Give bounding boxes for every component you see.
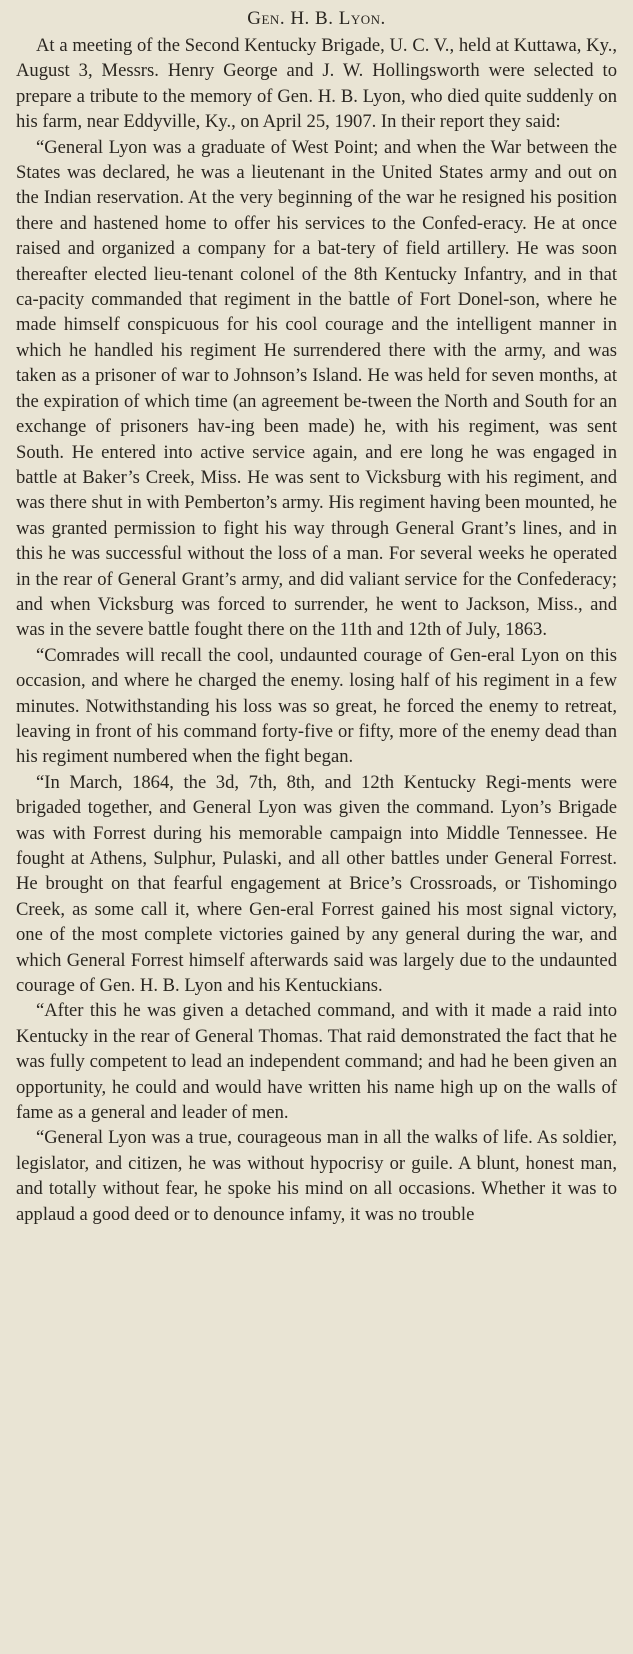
paragraph-character: “General Lyon was a true, courageous man in all the walks of life. As soldier, legislator, and citizen, he was without hypocrisy or guile. A blunt, honest man, and totally without fear, he spoke his mind on all occasions. Whether it was to applaud a good deed or to denounce infamy, it was no trouble (16, 1127, 617, 1225)
article-title: Gen. H. B. Lyon. (247, 8, 386, 29)
paragraph-kentucky-raid: “After this he was given a detached command, and with it made a raid into Kentucky in the rear of General Thomas. That raid demonstrated the fact that he was fully competent to lead an independent command; and had he been given an opportunity, he could and would have written his name high up on the walls of fame as a general and leader of men. (16, 1000, 617, 1124)
paragraph-lyons-brigade: “In March, 1864, the 3d, 7th, 8th, and 12th Kentucky Regi-ments were brigaded together, and General Lyon was given the command. Lyon’s Brigade was with Forrest during his memorable campaign into Middle Tennessee. He fought at Athens, Sulphur, Pulaski, and all other battles under General Forrest. He brought on that fearful engagement at Brice’s Crossroads, or Tishomingo Creek, as some call it, where Gen-eral Forrest gained his most signal victory, one of the most complete victories gained by any general during the war, and which General Forrest himself afterwards said was largely due to the undaunted courage of Gen. H. B. Lyon and his Kentuckians. (16, 771, 617, 997)
paragraph-intro: At a meeting of the Second Kentucky Brigade, U. C. V., held at Kuttawa, Ky., August 3, Messrs. Henry George and J. W. Hollingsworth were selected to prepare a tribute to the memory of Gen. H. B. Lyon, who died quite suddenly on his farm, near Eddyville, Ky., on April 25, 1907. In their report they said: (16, 35, 617, 133)
paragraph-jackson-battle: “Comrades will recall the cool, undaunted courage of Gen-eral Lyon on this occasion, and where he charged the enemy. losing half of his regiment in a few minutes. Notwithstanding his loss was so great, he forced the enemy to retreat, leaving in front of his command forty-five or fifty, more of the enemy dead than his regiment numbered when the fight began. (16, 644, 617, 768)
paragraph-war-service: “General Lyon was a graduate of West Point; and when the War between the States was declared, he was a lieutenant in the United States army and out on the Indian reservation. At the very beginning of the war he resigned his position there and hastened home to offer his services to the Confed-eracy. He at once raised and organized a company for a bat-tery of field artillery. He was soon thereafter elected lieu-tenant colonel of the 8th Kentucky Infantry, and in that ca-pacity commanded that regiment in the battle of Fort Donel-son, where he made himself conspicuous for his cool courage and the intelligent manner in which he handled his regiment He surrendered there with the army, and was taken as a prisoner of war to Johnson’s Island. He was held for seven months, at the expiration of which time (an agreement be-tween the North and South for an exchange of prisoners hav-ing been made) he, with his regiment, was sent South. He entered into active service again, and ere long he was engaged in battle at Baker’s Creek, Miss. He was sent to Vicksburg with his regiment, and was there shut in with Pemberton’s army. His regiment having been mounted, he was granted permission to fight his way through General Grant’s lines, and in this he was successful without the loss of a man. For several weeks he operated in the rear of General Grant’s army, and did valiant service for the Confederacy; and when Vicksburg was forced to surrender, he went to Jackson, Miss., and was in the severe battle fought there on the 11th and 12th of July, 1863. (16, 136, 617, 641)
